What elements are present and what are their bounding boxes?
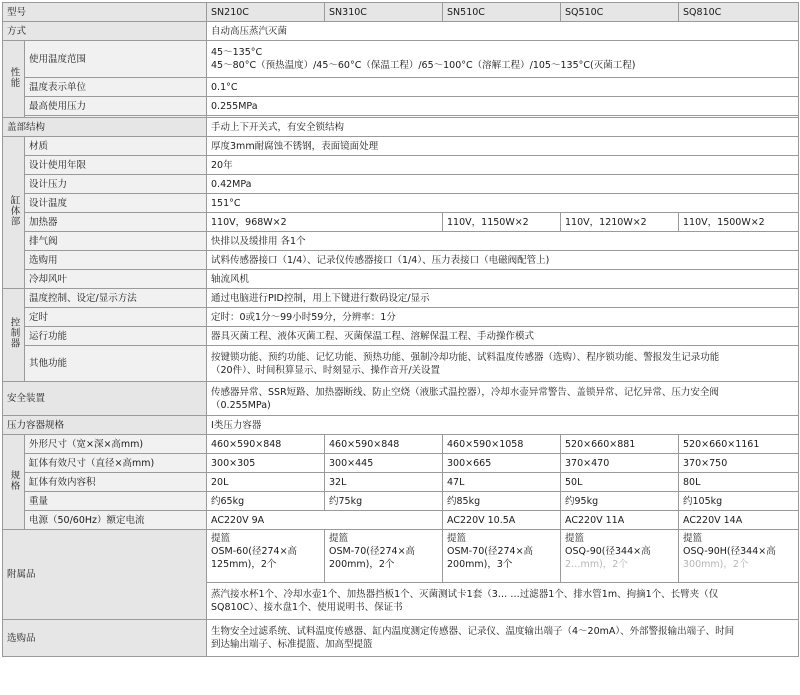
optional-line2: 到达输出端子、标准提篮、加高型提篮 xyxy=(211,639,373,650)
basket-sq510-line2: OSQ-90(径344×高 xyxy=(565,546,651,557)
timer-label: 定时 xyxy=(25,308,207,327)
basket-sq510-line3: 2…mm)，2个 xyxy=(565,559,628,570)
design-temp-row xyxy=(3,194,799,213)
max-pressure-row xyxy=(3,97,799,116)
safety-label: 安全装置 xyxy=(3,382,207,416)
volume-sn510: 47L xyxy=(443,473,561,492)
method-value: 自动高压蒸汽灭菌 xyxy=(207,22,799,41)
temp-range-value xyxy=(207,41,799,78)
inner-sq510: 370×470 xyxy=(561,454,679,473)
basket-sq810 xyxy=(679,530,799,583)
basket-sn210 xyxy=(207,530,325,583)
pressure-row xyxy=(3,175,799,194)
volume-sn210: 20L xyxy=(207,473,325,492)
outer-sn210: 460×590×848 xyxy=(207,435,325,454)
outer-sn310: 460×590×848 xyxy=(325,435,443,454)
vessel-label: 压力容器规格 xyxy=(3,416,207,435)
power-label: 电源（50/60Hz）额定电流 xyxy=(25,511,207,530)
heater-label: 加热器 xyxy=(25,213,207,232)
material-value: 厚度3mm耐腐蚀不锈钢，表面镜面处理 xyxy=(207,137,799,156)
heater-sn510: 110V，1150W×2 xyxy=(443,213,561,232)
tank-group xyxy=(3,137,25,289)
temp-range-row xyxy=(3,41,799,78)
inner-row xyxy=(3,454,799,473)
optional-label: 选购品 xyxy=(3,620,207,657)
temp-range-line1: 45～135°C xyxy=(211,47,263,58)
spec-group xyxy=(3,435,25,530)
other-value xyxy=(207,346,799,382)
accessories-label: 附属品 xyxy=(3,530,207,620)
model-sq810c: SQ810C xyxy=(679,3,799,22)
max-pressure-label: 最高使用压力 xyxy=(25,97,207,116)
optional-value xyxy=(207,620,799,657)
volume-sn310: 32L xyxy=(325,473,443,492)
model-label: 型号 xyxy=(3,3,207,22)
spec-table xyxy=(2,2,799,657)
basket-sn210-line1: 提篮 xyxy=(211,533,231,544)
weight-label: 重量 xyxy=(25,492,207,511)
options-row xyxy=(3,251,799,270)
volume-sq810: 80L xyxy=(679,473,799,492)
power-sq810: AC220V 14A xyxy=(679,511,799,530)
exhaust-row xyxy=(3,232,799,251)
exhaust-value: 快排以及缓排用 各1个 xyxy=(207,232,799,251)
exhaust-label: 排气阀 xyxy=(25,232,207,251)
options-value: 试料传感器接口（1/4）、记录仪传感器接口（1/4）、压力表接口（电磁阀配管上) xyxy=(207,251,799,270)
design-temp-label: 设计温度 xyxy=(25,194,207,213)
pressure-label: 设计压力 xyxy=(25,175,207,194)
control-group xyxy=(3,289,25,382)
basket-sq510 xyxy=(561,530,679,583)
max-pressure-value: 0.255MPa xyxy=(207,97,799,116)
basket-sn510 xyxy=(443,530,561,583)
basket-sq510-line1: 提篮 xyxy=(565,533,585,544)
accessories-common-line1: 蒸汽接水杯1个、冷却水壶1个、加热器挡板1个、灭菌测试卡1套（3… …过滤器1个、排水管1m、拘摘1个、长臂夹（仅 xyxy=(211,589,719,600)
inner-sn310: 300×445 xyxy=(325,454,443,473)
temp-ctrl-value: 通过电脑进行PID控制，用上下键进行数码设定/显示 xyxy=(207,289,799,308)
basket-sq810-line1: 提篮 xyxy=(683,533,703,544)
control-group-label: 控制器 xyxy=(8,317,20,349)
method-label: 方式 xyxy=(3,22,207,41)
weight-sn510: 约85kg xyxy=(443,492,561,511)
lid-value: 手动上下开关式，有安全锁结构 xyxy=(207,118,799,137)
basket-sn310-line1: 提篮 xyxy=(329,533,349,544)
spec-group-label: 规格 xyxy=(8,469,20,491)
optional-line1: 生物安全过滤系统、试料温度传感器、缸内温度测定传感器、记录仪、温度输出端子（4～20mA）、外部警报输出端子、时间 xyxy=(211,626,735,637)
tank-group-label: 缸体部 xyxy=(8,194,20,227)
power-sq510: AC220V 11A xyxy=(561,511,679,530)
basket-sn510-line3: 200mm)，3个 xyxy=(447,559,513,570)
model-sn210c: SN210C xyxy=(207,3,325,22)
basket-sq810-line3: 300mm)，2个 xyxy=(683,559,749,570)
header-row xyxy=(3,3,799,22)
basket-sn210-line3: 125mm)，2个 xyxy=(211,559,277,570)
performance-group xyxy=(3,41,25,118)
safety-line1: 传感器异常、SSR短路、加热器断线、防止空烧（液胀式温控器），冷却水壶异常警告、盖锁异常、记忆异常、压力安全阀 xyxy=(211,386,719,398)
run-label: 运行功能 xyxy=(25,327,207,346)
weight-sq510: 约95kg xyxy=(561,492,679,511)
life-row xyxy=(3,156,799,175)
life-label: 设计使用年限 xyxy=(25,156,207,175)
timer-value: 定时：0或1分～99小时59分，分辨率：1分 xyxy=(207,308,799,327)
temp-ctrl-label: 温度控制、设定/显示方法 xyxy=(25,289,207,308)
weight-row xyxy=(3,492,799,511)
inner-sn510: 300×665 xyxy=(443,454,561,473)
safety-row xyxy=(3,382,799,416)
material-row xyxy=(3,137,799,156)
outer-sq510: 520×660×881 xyxy=(561,435,679,454)
fan-label: 冷却风叶 xyxy=(25,270,207,289)
volume-label: 缸体有效内容积 xyxy=(25,473,207,492)
material-label: 材质 xyxy=(25,137,207,156)
basket-sn310 xyxy=(325,530,443,583)
heater-sq510: 110V，1210W×2 xyxy=(561,213,679,232)
weight-sn310: 约75kg xyxy=(325,492,443,511)
model-sn510c: SN510C xyxy=(443,3,561,22)
vessel-row xyxy=(3,416,799,435)
power-sn210-310: AC220V 9A xyxy=(207,511,443,530)
timer-row xyxy=(3,308,799,327)
outer-row xyxy=(3,435,799,454)
model-sn310c: SN310C xyxy=(325,3,443,22)
performance-group-label: 性能 xyxy=(8,66,20,88)
heater-sn210-310: 110V，968W×2 xyxy=(207,213,443,232)
basket-row xyxy=(3,530,799,583)
weight-sn210: 约65kg xyxy=(207,492,325,511)
design-temp-value: 151°C xyxy=(207,194,799,213)
basket-sn210-line2: OSM-60(径274×高 xyxy=(211,546,298,557)
other-line2: （20件）、时间积算显示、时刻显示、操作音开/关设置 xyxy=(211,364,441,376)
power-row xyxy=(3,511,799,530)
lid-row xyxy=(3,118,799,137)
safety-value xyxy=(207,382,799,416)
model-sq510c: SQ510C xyxy=(561,3,679,22)
run-value: 器具灭菌工程、液体灭菌工程、灭菌保温工程、溶解保温工程、手动操作模式 xyxy=(207,327,799,346)
basket-sq810-line2: OSQ-90H(径344×高 xyxy=(683,546,776,557)
other-row xyxy=(3,346,799,382)
inner-label: 缸体有效尺寸（直径×高mm) xyxy=(25,454,207,473)
outer-sn510: 460×590×1058 xyxy=(443,435,561,454)
weight-sq810: 约105kg xyxy=(679,492,799,511)
other-line1: 按键锁功能、预约功能、记忆功能、预热功能、强制冷却功能、试料温度传感器（选购）、程序锁功能、警报发生记录功能 xyxy=(211,351,720,363)
vessel-value: Ⅰ类压力容器 xyxy=(207,416,799,435)
method-row xyxy=(3,22,799,41)
temp-range-line2: 45～80°C（预热温度）/45～60°C（保温工程）/65～100°C（溶解工程）/105～135°C(灭菌工程) xyxy=(211,60,636,71)
outer-label: 外形尺寸（宽×深×高mm) xyxy=(25,435,207,454)
temp-range-label: 使用温度范围 xyxy=(25,41,207,78)
pressure-value: 0.42MPa xyxy=(207,175,799,194)
run-row xyxy=(3,327,799,346)
heater-sq810: 110V，1500W×2 xyxy=(679,213,799,232)
basket-sn510-line2: OSM-70(径274×高 xyxy=(447,546,534,557)
volume-sq510: 50L xyxy=(561,473,679,492)
inner-sn210: 300×305 xyxy=(207,454,325,473)
power-sn510: AC220V 10.5A xyxy=(443,511,561,530)
optional-row xyxy=(3,620,799,657)
fan-row xyxy=(3,270,799,289)
temp-unit-value: 0.1°C xyxy=(207,78,799,97)
safety-line2: （0.255MPa) xyxy=(211,399,271,411)
life-value: 20年 xyxy=(207,156,799,175)
other-label: 其他功能 xyxy=(25,346,207,382)
basket-sn310-line3: 200mm)，2个 xyxy=(329,559,395,570)
accessories-common-line2: SQ810C）、接水盘1个、使用说明书、保证书 xyxy=(211,602,403,613)
inner-sq810: 370×750 xyxy=(679,454,799,473)
volume-row xyxy=(3,473,799,492)
basket-sn310-line2: OSM-70(径274×高 xyxy=(329,546,416,557)
options-label: 选购用 xyxy=(25,251,207,270)
lid-label: 盖部结构 xyxy=(3,118,207,137)
fan-value: 轴流风机 xyxy=(207,270,799,289)
temp-unit-label: 温度表示单位 xyxy=(25,78,207,97)
basket-sn510-line1: 提篮 xyxy=(447,533,467,544)
temp-unit-row xyxy=(3,78,799,97)
accessories-common xyxy=(207,583,799,620)
heater-row xyxy=(3,213,799,232)
outer-sq810: 520×660×1161 xyxy=(679,435,799,454)
temp-ctrl-row xyxy=(3,289,799,308)
